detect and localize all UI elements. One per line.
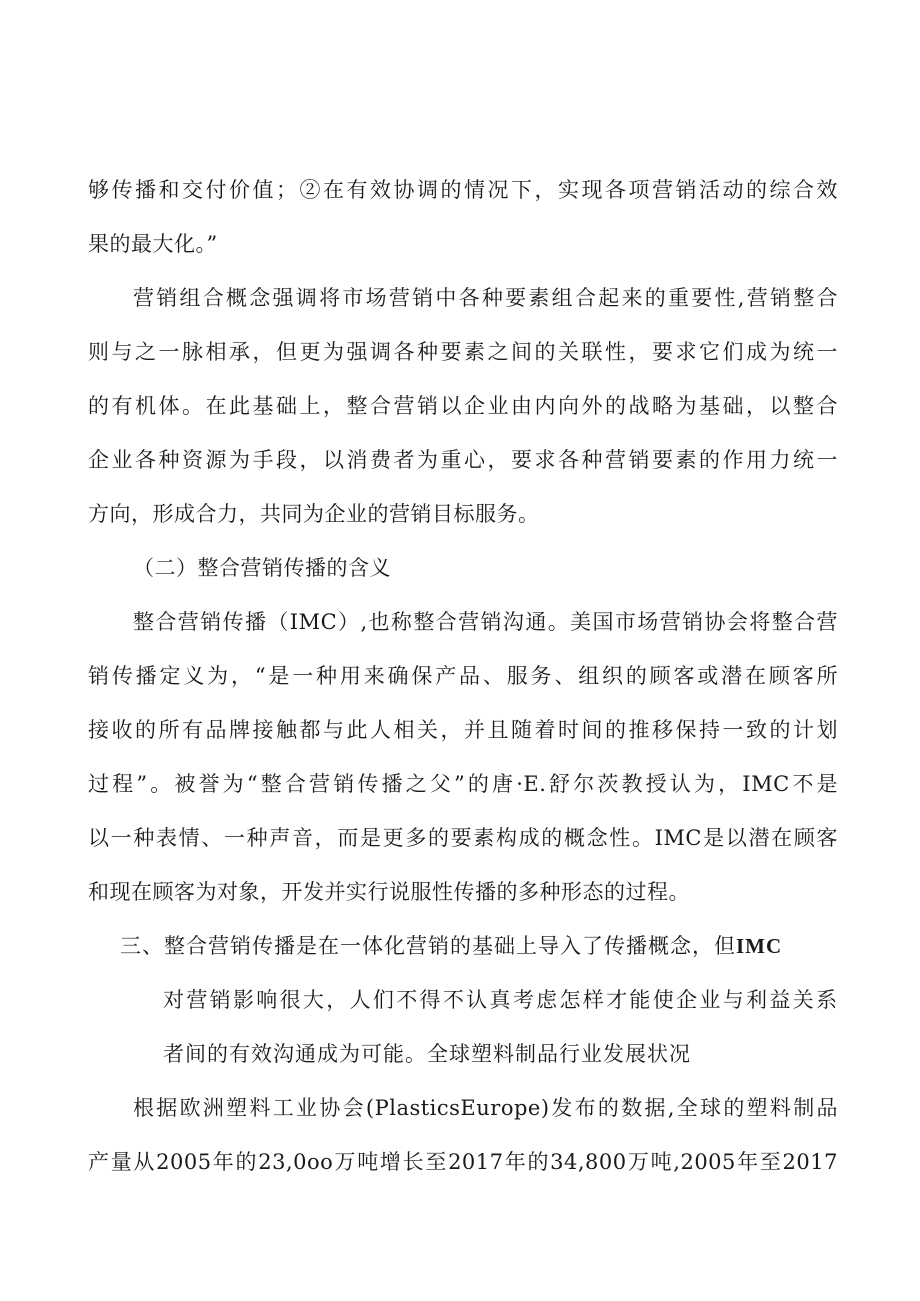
paragraph-4-line-2: 产量从2005年的23,0oo万吨增长至2017年的34,800万吨,2005年至2017 [88, 1150, 838, 1174]
list-item-line-1-text: 三、整合营销传播是在一体化营销的基础上导入了传播概念，但 [120, 934, 736, 958]
paragraph-1-line-1: 够传播和交付价值；②在有效协调的情况下，实现各项营销活动的综合效 [88, 178, 838, 202]
list-item-line-1 [120, 932, 782, 960]
paragraph-2-line-3: 的有机体。在此基础上，整合营销以企业由内向外的战略为基础，以整合 [88, 394, 838, 418]
paragraph-3-line-6: 和现在顾客为对象，开发并实行说服性传播的多种形态的过程。 [88, 880, 690, 904]
list-item-line-3: 者间的有效沟通成为可能。全球塑料制品行业发展状况 [163, 1042, 691, 1066]
paragraph-2-line-1: 营销组合概念强调将市场营销中各种要素组合起来的重要性,营销整合 [133, 286, 838, 310]
paragraph-2-line-4: 企业各种资源为手段，以消费者为重心，要求各种营销要素的作用力统一 [88, 448, 838, 472]
paragraph-3-line-1: 整合营销传播（IMC）,也称整合营销沟通。美国市场营销协会将整合营 [133, 610, 838, 634]
paragraph-3-line-2: 销传播定义为，“是一种用来确保产品、服务、组织的顾客或潜在顾客所 [88, 664, 838, 688]
paragraph-3-line-4: 过程”。被誉为“整合营销传播之父”的唐·E.舒尔茨教授认为，IMC不是 [88, 772, 838, 796]
paragraph-4-line-1: 根据欧洲塑料工业协会(PlasticsEurope)发布的数据,全球的塑料制品 [133, 1096, 838, 1120]
section-heading: （二）整合营销传播的含义 [133, 556, 391, 580]
paragraph-3-line-5: 以一种表情、一种声音，而是更多的要素构成的概念性。IMC是以潜在顾客 [88, 826, 838, 850]
paragraph-2-line-5: 方向，形成合力，共同为企业的营销目标服务。 [88, 502, 540, 526]
paragraph-3-line-3: 接收的所有品牌接触都与此人相关，并且随着时间的推移保持一致的计划 [88, 718, 838, 742]
list-item-line-2: 对营销影响很大，人们不得不认真考虑怎样才能使企业与利益关系 [163, 988, 838, 1012]
paragraph-2-line-2: 则与之一脉相承，但更为强调各种要素之间的关联性，要求它们成为统一 [88, 340, 838, 364]
paragraph-1-line-2: 果的最大化。” [88, 232, 218, 256]
list-item-line-1-bold: IMC [736, 934, 783, 958]
